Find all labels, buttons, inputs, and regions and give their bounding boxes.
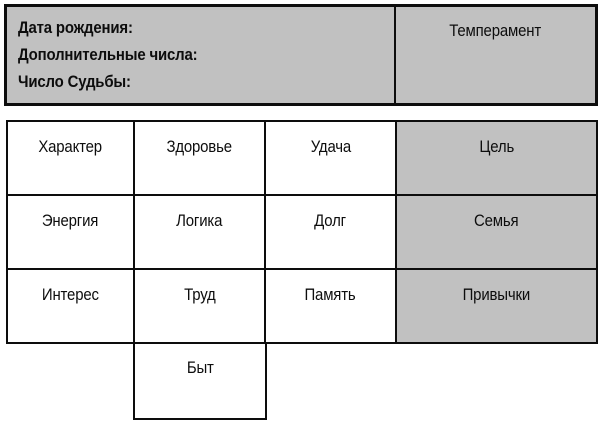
cell-duty	[266, 196, 395, 268]
additional-numbers-text: Дополнительные числа:	[18, 45, 198, 64]
cell-labor	[135, 270, 264, 342]
temperament-cell	[394, 7, 595, 103]
cell-interest	[8, 270, 133, 342]
cell-goal-label: Цель	[479, 137, 514, 156]
cell-family-label: Семья	[474, 211, 519, 230]
cell-character	[8, 122, 133, 194]
birth-date-text: Дата рождения:	[18, 18, 133, 37]
cell-luck-label: Удача	[310, 137, 351, 156]
psychomatrix-grid	[6, 120, 598, 344]
destiny-number-label	[18, 68, 394, 95]
cell-goal	[397, 122, 596, 194]
additional-numbers-label	[18, 41, 394, 68]
cell-luck	[266, 122, 395, 194]
cell-logic	[135, 196, 264, 268]
cell-labor-label: Труд	[183, 285, 216, 304]
temperament-label: Темперамент	[449, 21, 542, 40]
cell-family	[397, 196, 596, 268]
cell-memory	[266, 270, 395, 342]
cell-character-label: Характер	[38, 137, 103, 156]
cell-energy-label: Энергия	[42, 211, 99, 230]
cell-memory-label: Память	[304, 285, 357, 304]
cell-habits	[397, 270, 596, 342]
cell-habits-label: Привычки	[462, 285, 531, 304]
cell-energy	[8, 196, 133, 268]
cell-health	[135, 122, 264, 194]
cell-household-label: Быт	[186, 358, 214, 377]
birth-date-label	[18, 14, 394, 41]
cell-logic-label: Логика	[176, 211, 223, 230]
cell-health-label: Здоровье	[166, 137, 233, 156]
header-panel	[4, 4, 598, 106]
cell-duty-label: Долг	[314, 211, 347, 230]
header-fields	[7, 7, 394, 103]
cell-interest-label: Интерес	[42, 285, 99, 304]
cell-household	[133, 342, 267, 420]
destiny-number-text: Число Судьбы:	[18, 72, 131, 91]
